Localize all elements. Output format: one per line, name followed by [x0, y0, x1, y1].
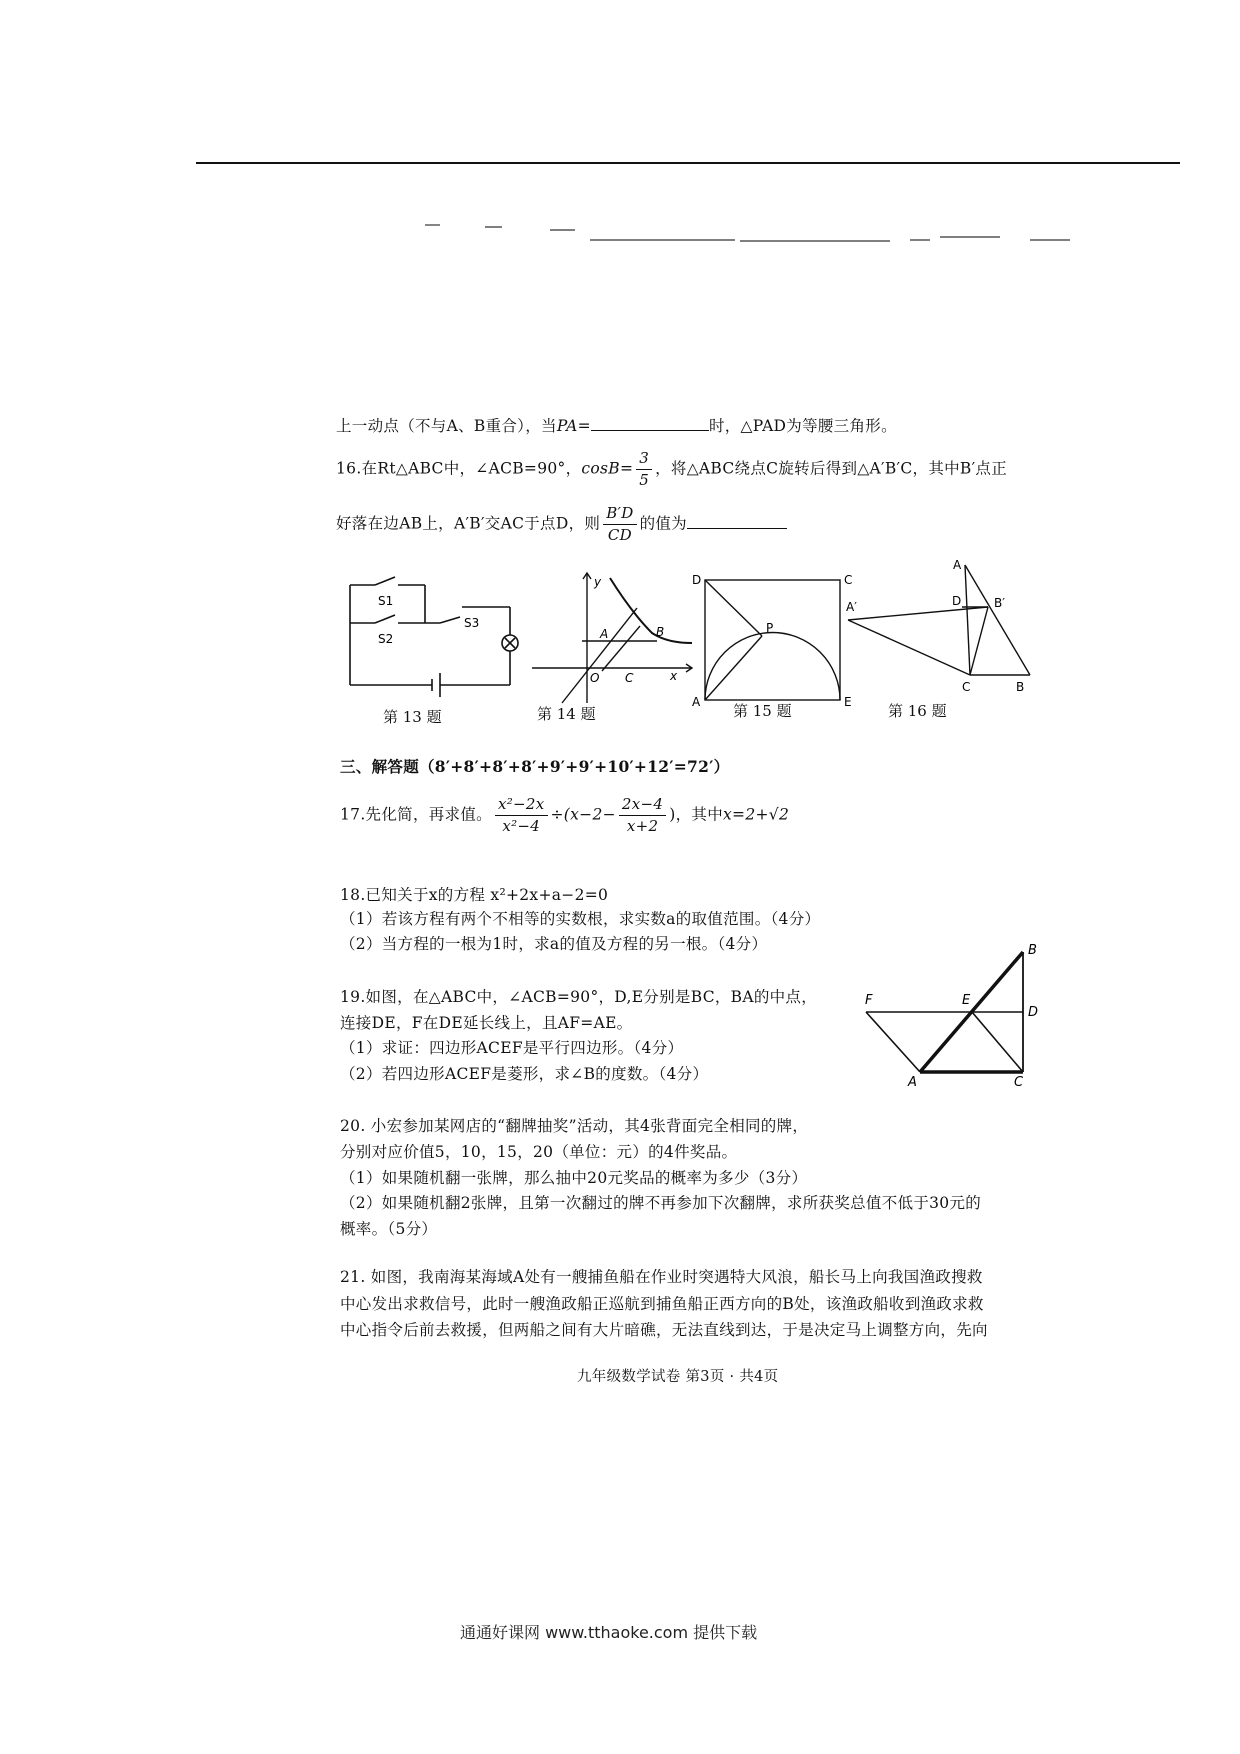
q16-line2-suffix: 的值为	[639, 514, 687, 533]
download-credit: 通通好课网 www.tthaoke.com 提供下载	[460, 1623, 758, 1642]
fig16-label-a: A	[953, 558, 962, 572]
q16-line2-prefix: 好落在边AB上，A′B′交AC于点D，则	[336, 514, 601, 533]
fig19-label-e: E	[962, 993, 971, 1008]
q17-close: )，其中	[669, 805, 723, 824]
q16-ratio-den: CD	[607, 526, 632, 544]
page-footer: 九年级数学试卷 第3页 · 共4页	[577, 1369, 779, 1385]
q15-prefix: 上一动点（不与A、B重合），当	[336, 417, 557, 435]
fig16-label-d: D	[952, 594, 962, 608]
fig13-label-s3: S3	[464, 616, 480, 630]
fig19-label-c: C	[1014, 1075, 1024, 1090]
figure-15-square	[690, 568, 860, 708]
q20-line4: （2）如果随机翻2张牌，且第一次翻过的牌不再参加下次翻牌，求所获奖总值不低于30元的	[340, 1194, 982, 1212]
fig15-label-d: D	[692, 573, 702, 587]
q21-line3: 中心指令后前去救援，但两船之间有大片暗礁，无法直线到达，于是决定马上调整方向，先向	[340, 1321, 988, 1339]
fig19-label-b: B	[1028, 943, 1037, 958]
scan-artifacts-top	[240, 210, 1120, 250]
q17-f1-den: x²−4	[502, 817, 541, 835]
q16-frac-num: 3	[636, 448, 652, 470]
caption-14: 第 14 题	[537, 705, 596, 723]
q16-prefix: 16.在Rt△ABC中，∠ACB=90°，	[336, 459, 582, 478]
fig16-label-aprime: A′	[846, 600, 857, 614]
fig13-label-s2: S2	[378, 632, 394, 646]
figure-13-circuit	[340, 575, 530, 705]
q19-part2: （2）若四边形ACEF是菱形，求∠B的度数。（4分）	[340, 1065, 709, 1083]
q17-f2-num: 2x−4	[619, 794, 666, 816]
fig15-label-e: E	[844, 695, 852, 708]
q16-suffix: ，将△ABC绕点C旋转后得到△A′B′C，其中B′点正	[655, 459, 1008, 478]
figure-19-parallelogram	[860, 940, 1060, 1090]
fig14-label-b: B	[656, 625, 665, 639]
fig14-label-c: C	[625, 671, 634, 685]
top-rule	[196, 162, 1180, 164]
fig19-label-a: A	[908, 1075, 917, 1090]
figure-16-triangles	[840, 555, 1040, 705]
q16-line2	[336, 503, 787, 546]
q17-fraction-1	[495, 794, 548, 837]
fig14-label-a: A	[600, 627, 609, 641]
q17-fraction-2	[619, 794, 666, 837]
q21-line2: 中心发出求救信号，此时一艘渔政船正巡航到捕鱼船正西方向的B处，该渔政船收到渔政求救	[340, 1295, 984, 1313]
q21-line1: 21. 如图，我南海某海域A处有一艘捕鱼船在作业时突遇特大风浪，船长马上向我国渔政搜救	[340, 1268, 983, 1286]
q16-answer-blank[interactable]	[687, 514, 787, 529]
q20-line3: （1）如果随机翻一张牌，那么抽中20元奖品的概率为多少（3分）	[340, 1169, 808, 1187]
q15-answer-blank[interactable]	[591, 416, 709, 431]
q16-fraction	[636, 448, 652, 491]
q17-line	[340, 794, 789, 837]
q19-part1: （1）求证：四边形ACEF是平行四边形。（4分）	[340, 1039, 684, 1057]
fig14-label-o: O	[590, 671, 600, 685]
caption-13: 第 13 题	[383, 708, 442, 726]
q15-line	[336, 414, 897, 436]
q18-stem: 18.已知关于x的方程 x²+2x+a−2=0	[340, 886, 609, 904]
fig19-label-d: D	[1028, 1005, 1039, 1020]
fig15-label-a: A	[692, 695, 701, 708]
caption-15: 第 15 题	[733, 702, 792, 720]
q17-mid: ÷(x−2−	[550, 805, 616, 824]
fig19-label-f: F	[865, 993, 873, 1008]
section-3-header: 三、解答题（8′+8′+8′+8′+9′+9′+10′+12′=72′）	[340, 757, 730, 776]
fig14-label-y: y	[594, 575, 602, 589]
q16-frac-den: 5	[639, 471, 650, 489]
fig16-label-c: C	[962, 680, 971, 694]
q16-cos: cosB=	[581, 459, 634, 478]
q16-line1	[336, 448, 1007, 491]
q17-f2-den: x+2	[626, 817, 659, 835]
fig13-label-s1: S1	[378, 594, 394, 608]
q20-line2: 分别对应价值5，10，15，20（单位：元）的4件奖品。	[340, 1143, 738, 1161]
q20-line1: 20. 小宏参加某网店的“翻牌抽奖”活动，其4张背面完全相同的牌，	[340, 1117, 809, 1135]
figure-14-graph	[522, 568, 702, 708]
fig16-label-b: B	[1016, 680, 1025, 694]
q19-stem2: 连接DE，F在DE延长线上，且AF=AE。	[340, 1014, 633, 1032]
fig14-label-x: x	[670, 669, 678, 683]
q16-ratio	[603, 503, 636, 546]
q18-part2: （2）当方程的一根为1时，求a的值及方程的另一根。（4分）	[340, 935, 768, 953]
q15-suffix: 时，△PAD为等腰三角形。	[708, 417, 897, 435]
q17-condition: x=2+√2	[723, 805, 790, 824]
q19-stem: 19.如图，在△ABC中，∠ACB=90°，D,E分别是BC，BA的中点，	[340, 988, 818, 1006]
fig15-label-c: C	[844, 573, 853, 587]
q18-part1: （1）若该方程有两个不相等的实数根，求实数a的取值范围。（4分）	[340, 910, 821, 928]
q15-pa: PA=	[556, 417, 591, 435]
caption-16: 第 16 题	[888, 702, 947, 720]
q17-prefix: 17.先化简，再求值。	[340, 805, 492, 824]
q20-line5: 概率。（5分）	[340, 1220, 438, 1238]
fig15-label-p: P	[766, 621, 774, 635]
q17-f1-num: x²−2x	[495, 794, 548, 816]
fig16-label-bprime: B′	[994, 596, 1005, 610]
q16-ratio-num: B′D	[603, 503, 636, 525]
